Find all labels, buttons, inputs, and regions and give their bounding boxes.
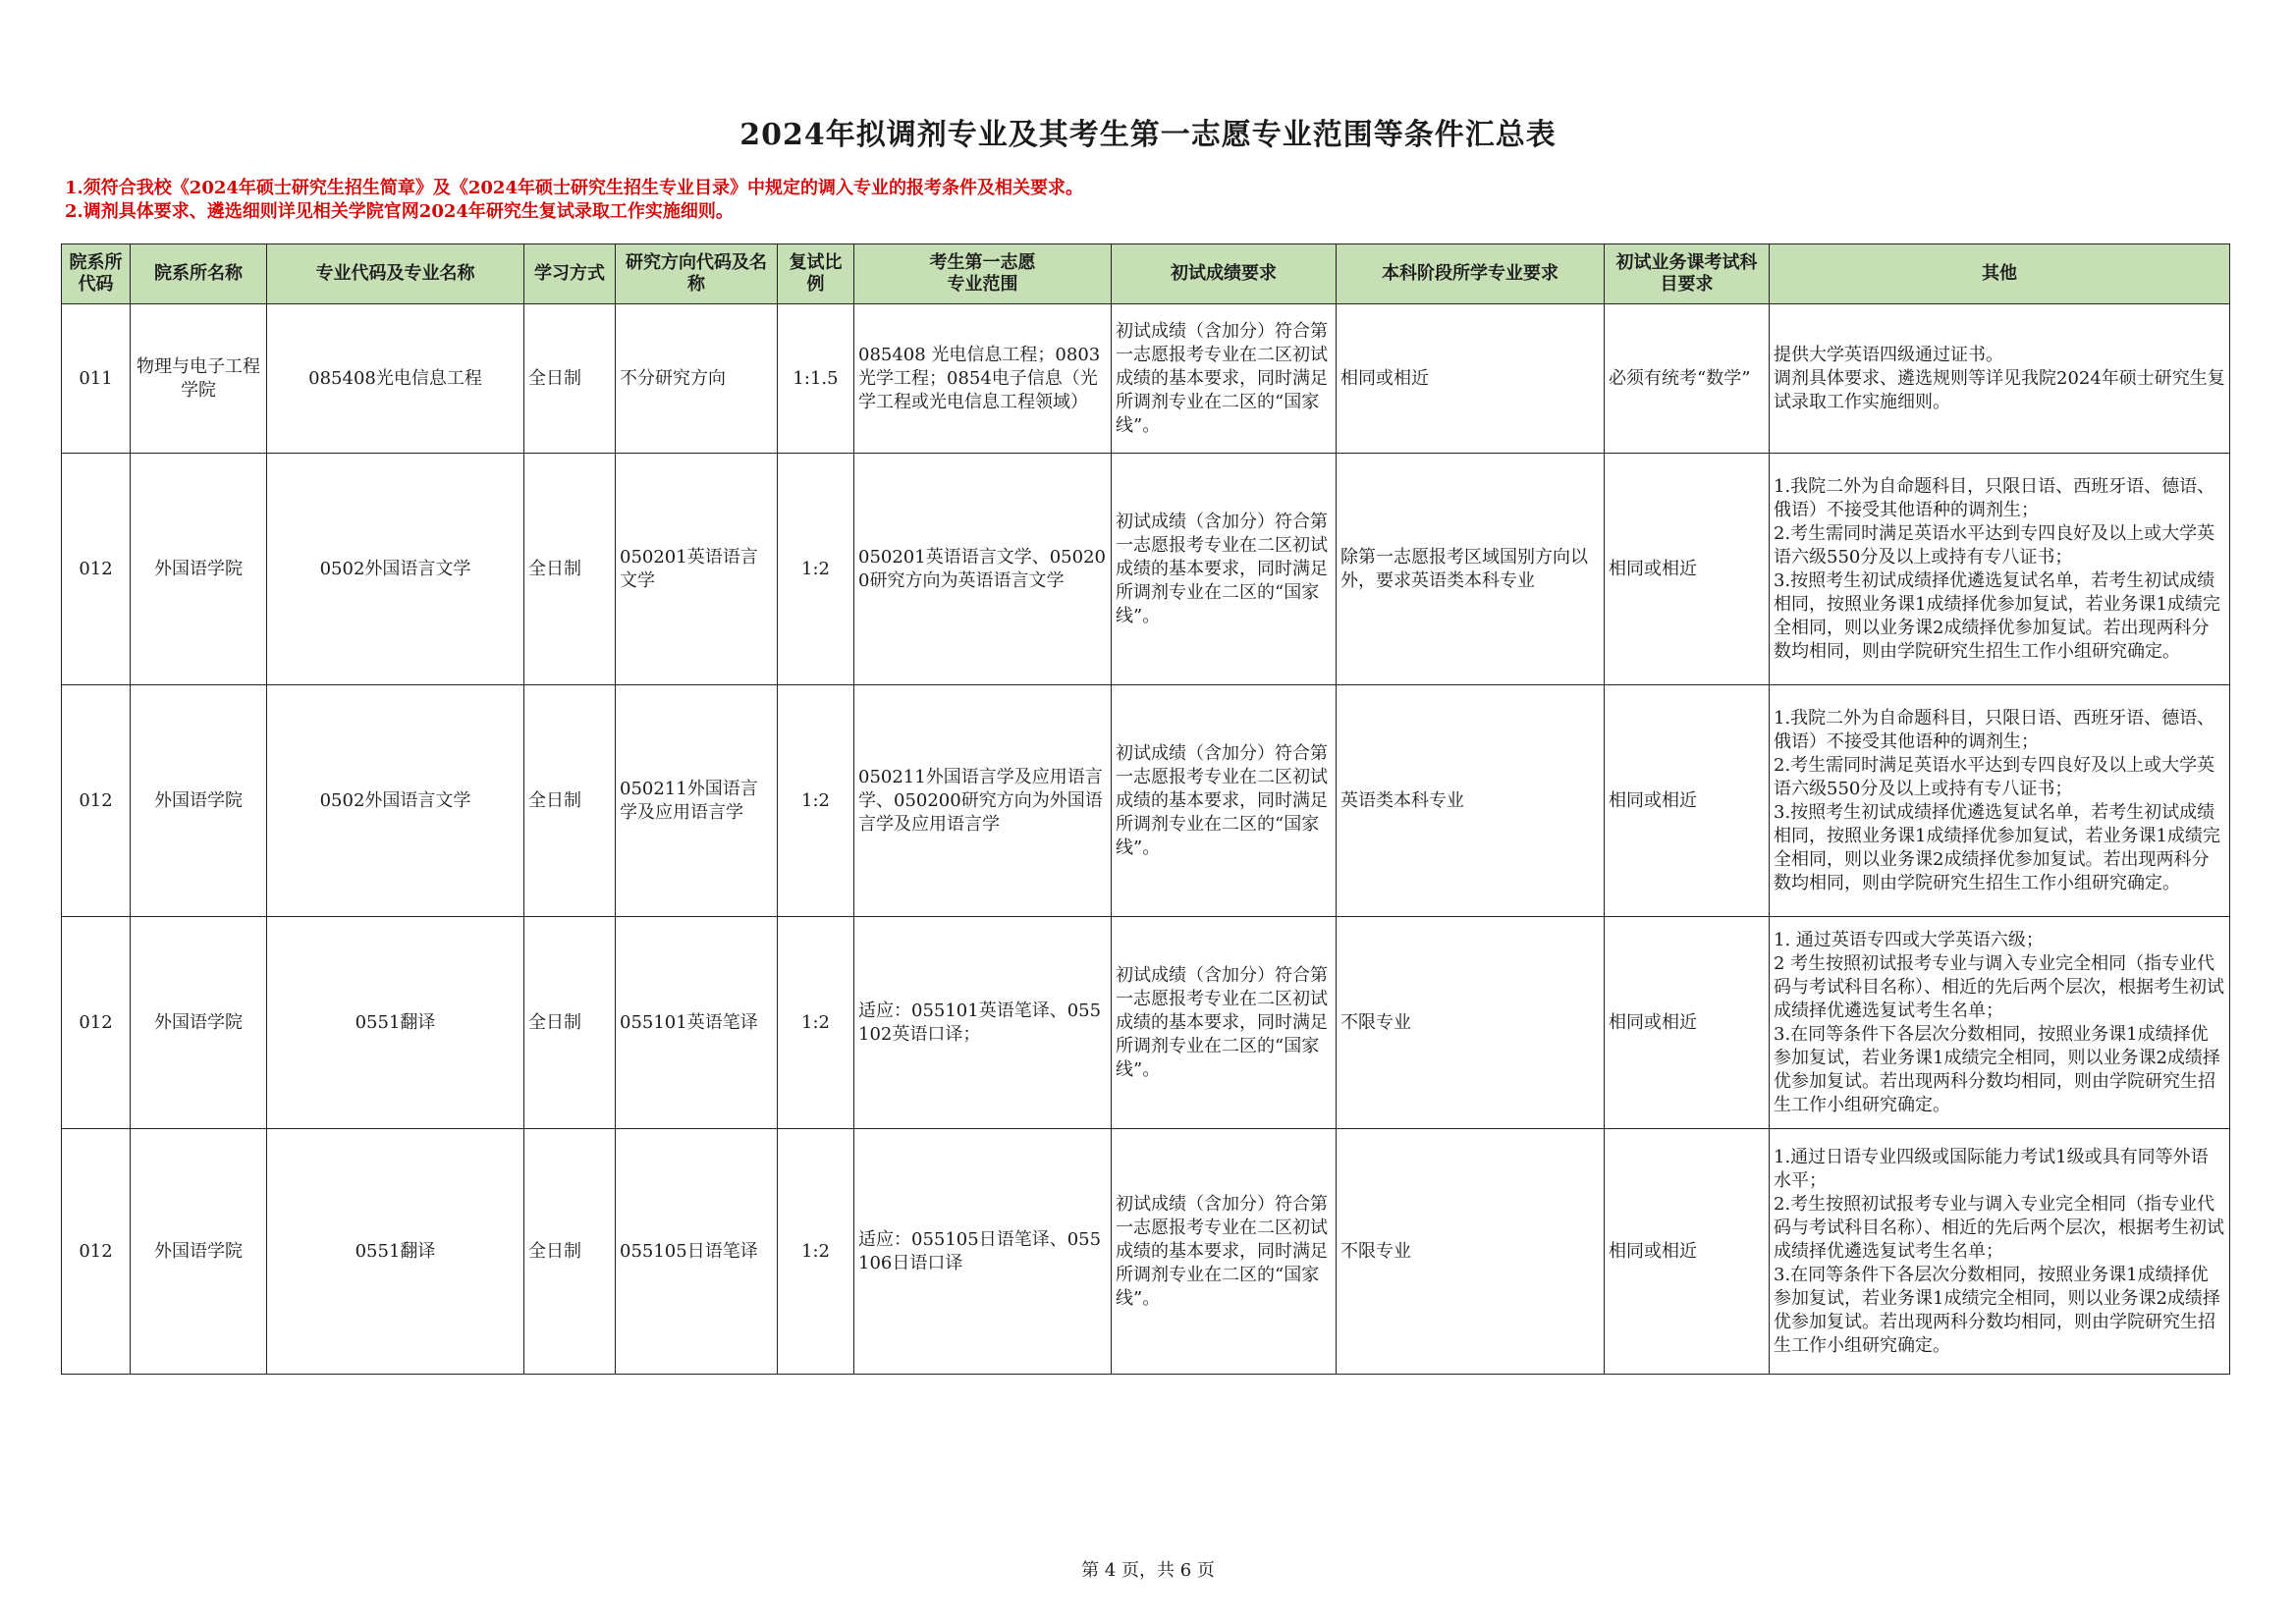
page-footer: 第 4 页，共 6 页 bbox=[1081, 1560, 1215, 1581]
header-undergrad-req: 本科阶段所学专业要求 bbox=[1337, 244, 1605, 304]
table-row bbox=[62, 454, 2230, 685]
header-study-mode: 学习方式 bbox=[524, 244, 616, 304]
cell-undergrad-req: 除第一志愿报考区域国别方向以外，要求英语类本科专业 bbox=[1337, 454, 1605, 685]
note-2: 2.调剂具体要求、遴选细则详见相关学院官网2024年研究生复试录取工作实施细则。 bbox=[65, 201, 734, 222]
cell-ratio: 1:2 bbox=[778, 1129, 854, 1375]
header-ratio: 复试比例 bbox=[778, 244, 854, 304]
cell-first-choice: 050201英语语言文学、050200研究方向为英语语言文学 bbox=[854, 454, 1112, 685]
cell-first-choice: 050211外国语言学及应用语言学、050200研究方向为外国语言学及应用语言学 bbox=[854, 685, 1112, 917]
cell-direction: 055105日语笔译 bbox=[616, 1129, 778, 1375]
note-1: 1.须符合我校《2024年硕士研究生招生简章》及《2024年硕士研究生招生专业目录》中规定的调入专业的报考条件及相关要求。 bbox=[65, 178, 1083, 198]
table-row bbox=[62, 917, 2230, 1129]
cell-major: 0502外国语言文学 bbox=[267, 454, 524, 685]
cell-score-req: 初试成绩（含加分）符合第一志愿报考专业在二区初试成绩的基本要求，同时满足所调剂专业在二区的“国家线”。 bbox=[1112, 454, 1337, 685]
table-row bbox=[62, 1129, 2230, 1375]
cell-direction: 不分研究方向 bbox=[616, 304, 778, 454]
cell-undergrad-req: 英语类本科专业 bbox=[1337, 685, 1605, 917]
cell-exam-subject-req: 相同或相近 bbox=[1605, 1129, 1770, 1375]
header-direction: 研究方向代码及名称 bbox=[616, 244, 778, 304]
cell-score-req: 初试成绩（含加分）符合第一志愿报考专业在二区初试成绩的基本要求，同时满足所调剂专业在二区的“国家线”。 bbox=[1112, 1129, 1337, 1375]
cell-exam-subject-req: 必须有统考“数学” bbox=[1605, 304, 1770, 454]
cell-study-mode: 全日制 bbox=[524, 454, 616, 685]
cell-dept-name: 外国语学院 bbox=[131, 917, 267, 1129]
table-row bbox=[62, 685, 2230, 917]
cell-dept-code: 012 bbox=[62, 685, 131, 917]
header-exam-subject-req: 初试业务课考试科目要求 bbox=[1605, 244, 1770, 304]
cell-exam-subject-req: 相同或相近 bbox=[1605, 454, 1770, 685]
cell-exam-subject-req: 相同或相近 bbox=[1605, 917, 1770, 1129]
cell-other: 1.我院二外为自命题科目，只限日语、西班牙语、德语、俄语）不接受其他语种的调剂生； 2.考生需同时满足英语水平达到专四良好及以上或大学英语六级550分及以上或持有专八证书； 3.按照考生初试成绩择优遴选复试名单，若考生初试成绩相同，按照业务课1成绩择优参加复试，若业务课1成绩完全相同，则以业务课2成绩择优参加复试。若出现两科分数均相同，则由学院研究生招生工作小组研究确定。 bbox=[1770, 454, 2230, 685]
cell-direction: 050211外国语言学及应用语言学 bbox=[616, 685, 778, 917]
cell-exam-subject-req: 相同或相近 bbox=[1605, 685, 1770, 917]
cell-other: 提供大学英语四级通过证书。 调剂具体要求、遴选规则等详见我院2024年硕士研究生复试录取工作实施细则。 bbox=[1770, 304, 2230, 454]
cell-direction: 050201英语语言文学 bbox=[616, 454, 778, 685]
cell-major: 0502外国语言文学 bbox=[267, 685, 524, 917]
cell-dept-name: 外国语学院 bbox=[131, 454, 267, 685]
cell-ratio: 1:2 bbox=[778, 454, 854, 685]
cell-score-req: 初试成绩（含加分）符合第一志愿报考专业在二区初试成绩的基本要求，同时满足所调剂专业在二区的“国家线”。 bbox=[1112, 917, 1337, 1129]
cell-score-req: 初试成绩（含加分）符合第一志愿报考专业在二区初试成绩的基本要求，同时满足所调剂专业在二区的“国家线”。 bbox=[1112, 304, 1337, 454]
cell-first-choice: 085408 光电信息工程；0803光学工程；0854电子信息（光学工程或光电信息工程领域） bbox=[854, 304, 1112, 454]
cell-ratio: 1:2 bbox=[778, 685, 854, 917]
notes bbox=[65, 177, 1083, 224]
cell-study-mode: 全日制 bbox=[524, 1129, 616, 1375]
cell-major: 0551翻译 bbox=[267, 917, 524, 1129]
header-other: 其他 bbox=[1770, 244, 2230, 304]
cell-direction: 055101英语笔译 bbox=[616, 917, 778, 1129]
header-row bbox=[62, 244, 2230, 304]
cell-dept-code: 012 bbox=[62, 454, 131, 685]
cell-study-mode: 全日制 bbox=[524, 685, 616, 917]
header-major: 专业代码及专业名称 bbox=[267, 244, 524, 304]
cell-score-req: 初试成绩（含加分）符合第一志愿报考专业在二区初试成绩的基本要求，同时满足所调剂专业在二区的“国家线”。 bbox=[1112, 685, 1337, 917]
cell-major: 0551翻译 bbox=[267, 1129, 524, 1375]
cell-undergrad-req: 不限专业 bbox=[1337, 1129, 1605, 1375]
cell-other: 1. 通过英语专四或大学英语六级； 2 考生按照初试报考专业与调入专业完全相同（指专业代码与考试科目名称）、相近的先后两个层次，根据考生初试成绩择优遴选复试考生名单； 3.在同等条件下各层次分数相同，按照业务课1成绩择优参加复试，若业务课1成绩完全相同，则以业务课2成绩择优参加复试。若出现两科分数均相同，则由学院研究生招生工作小组研究确定。 bbox=[1770, 917, 2230, 1129]
cell-undergrad-req: 相同或相近 bbox=[1337, 304, 1605, 454]
cell-other: 1.我院二外为自命题科目，只限日语、西班牙语、德语、俄语）不接受其他语种的调剂生； 2.考生需同时满足英语水平达到专四良好及以上或大学英语六级550分及以上或持有专八证书； 3.按照考生初试成绩择优遴选复试名单，若考生初试成绩相同，按照业务课1成绩择优参加复试，若业务课1成绩完全相同，则以业务课2成绩择优参加复试。若出现两科分数均相同，则由学院研究生招生工作小组研究确定。 bbox=[1770, 685, 2230, 917]
cell-other: 1.通过日语专业四级或国际能力考试1级或具有同等外语水平； 2.考生按照初试报考专业与调入专业完全相同（指专业代码与考试科目名称）、相近的先后两个层次，根据考生初试成绩择优遴选复试考生名单； 3.在同等条件下各层次分数相同，按照业务课1成绩择优参加复试，若业务课1成绩完全相同，则以业务课2成绩择优参加复试。若出现两科分数均相同，则由学院研究生招生工作小组研究确定。 bbox=[1770, 1129, 2230, 1375]
header-dept-name: 院系所名称 bbox=[131, 244, 267, 304]
cell-ratio: 1:2 bbox=[778, 917, 854, 1129]
cell-dept-name: 外国语学院 bbox=[131, 685, 267, 917]
header-score-req: 初试成绩要求 bbox=[1112, 244, 1337, 304]
cell-study-mode: 全日制 bbox=[524, 917, 616, 1129]
table-row bbox=[62, 304, 2230, 454]
cell-dept-name: 外国语学院 bbox=[131, 1129, 267, 1375]
cell-first-choice: 适应：055105日语笔译、055106日语口译 bbox=[854, 1129, 1112, 1375]
cell-dept-name: 物理与电子工程学院 bbox=[131, 304, 267, 454]
cell-dept-code: 012 bbox=[62, 1129, 131, 1375]
cell-first-choice: 适应：055101英语笔译、055102英语口译； bbox=[854, 917, 1112, 1129]
cell-study-mode: 全日制 bbox=[524, 304, 616, 454]
header-dept-code: 院系所代码 bbox=[62, 244, 131, 304]
cell-dept-code: 011 bbox=[62, 304, 131, 454]
cell-major: 085408光电信息工程 bbox=[267, 304, 524, 454]
header-first-choice: 考生第一志愿 专业范围 bbox=[854, 244, 1112, 304]
page-title: 2024年拟调剂专业及其考生第一志愿专业范围等条件汇总表 bbox=[739, 118, 1557, 152]
summary-table bbox=[61, 243, 2230, 1375]
cell-ratio: 1:1.5 bbox=[778, 304, 854, 454]
cell-dept-code: 012 bbox=[62, 917, 131, 1129]
cell-undergrad-req: 不限专业 bbox=[1337, 917, 1605, 1129]
